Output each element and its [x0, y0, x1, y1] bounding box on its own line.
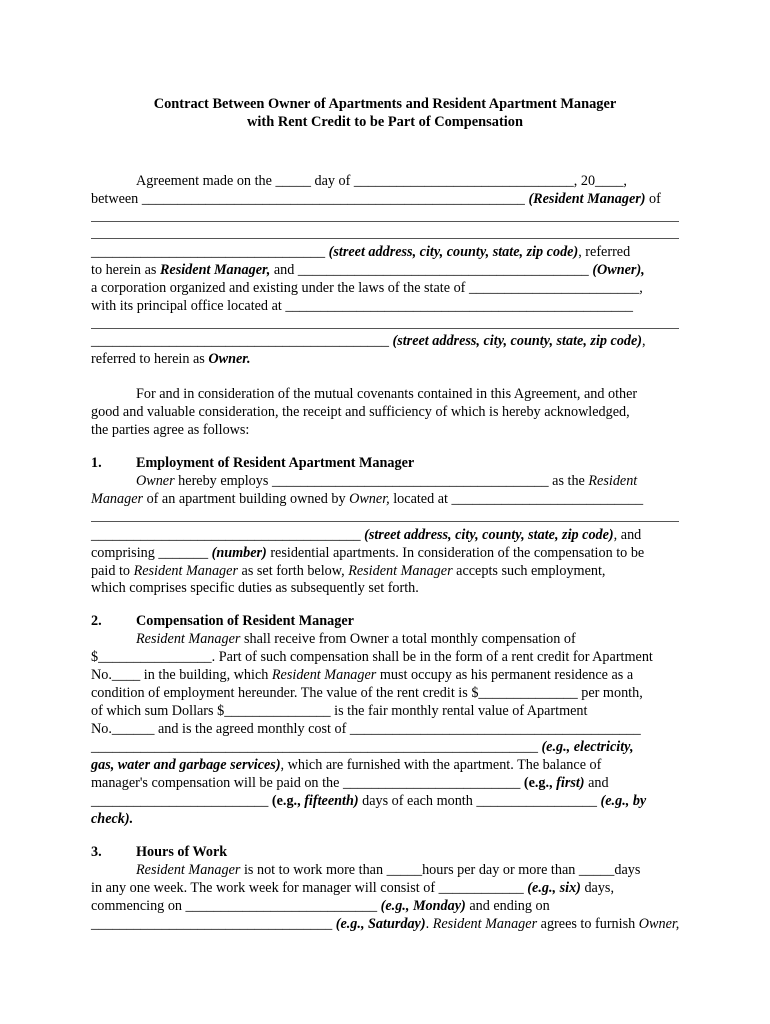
document-title-line-1: Contract Between Owner of Apartments and Resident Apartment Manager	[153, 96, 617, 112]
intro-line-1: Agreement made on the _____ day of _______________________________, 20____,	[136, 173, 627, 189]
section-1-line-2: Manager of an apartment building owned by Owner, located at ___________________________	[91, 491, 644, 507]
section-3-line-1: Resident Manager is not to work more than _____hours per day or more than _____days	[136, 862, 641, 878]
intro-line-6: a corporation organized and existing under the laws of the state of ________________________,	[91, 280, 643, 296]
blank-line	[91, 328, 679, 329]
section-1-line-6: paid to Resident Manager as set forth below, Resident Manager accepts such employment,	[91, 563, 606, 579]
intro-line-5: to herein as Resident Manager, and _________________________________________ (Owner),	[91, 262, 645, 278]
section-2-line-2: $________________. Part of such compensation shall be in the form of a rent credit for Apartment	[91, 649, 653, 665]
section-2-line-4: condition of employment hereunder. The value of the rent credit is $______________ per month,	[91, 685, 643, 701]
document-title-line-2: with Rent Credit to be Part of Compensation	[247, 114, 523, 130]
section-2-line-8: gas, water and garbage services), which are furnished with the apartment. The balance of	[91, 757, 602, 773]
intro-line-7: with its principal office located at _________________________________________________	[91, 298, 633, 314]
section-1-line-7: which comprises specific duties as subsequently set forth.	[91, 580, 419, 596]
section-1-line-4: ______________________________________ (street address, city, county, state, zip code), and	[91, 527, 642, 543]
intro-line-4: _________________________________ (street address, city, county, state, zip code), referred	[91, 244, 631, 260]
section-2-line-6: No.______ and is the agreed monthly cost of _________________________________________	[91, 721, 641, 737]
consideration-line-1: For and in consideration of the mutual covenants contained in this Agreement, and other	[136, 386, 638, 402]
section-2-line-5: of which sum Dollars $_______________ is the fair monthly rental value of Apartment	[91, 703, 588, 719]
section-3-line-3: commencing on ___________________________ (e.g., Monday) and ending on	[91, 898, 550, 914]
section-2-line-3: No.____ in the building, which Resident Manager must occupy as his permanent residence as a	[91, 667, 634, 683]
intro-line-10: referred to herein as Owner.	[91, 351, 251, 367]
intro-line-9: __________________________________________ (street address, city, county, state, zip code),	[91, 333, 646, 349]
section-2-line-7: _______________________________________________________________ (e.g., electricity,	[91, 739, 634, 755]
blank-line	[91, 521, 679, 522]
blank-line	[91, 221, 679, 222]
blank-line	[91, 238, 679, 239]
section-3-line-4: __________________________________ (e.g., Saturday). Resident Manager agrees to furnish Owner,	[91, 916, 680, 932]
section-2-line-10: _________________________ (e.g., fifteenth) days of each month _________________ (e.g., by	[91, 793, 647, 809]
section-2-line-9: manager's compensation will be paid on the _________________________ (e.g., first) and	[91, 775, 609, 791]
consideration-line-2: good and valuable consideration, the receipt and sufficiency of which is hereby acknowledged,	[91, 404, 630, 420]
section-3-line-2: in any one week. The work week for manager will consist of ____________ (e.g., six) days,	[91, 880, 614, 896]
consideration-line-3: the parties agree as follows:	[91, 422, 250, 438]
section-2-number: 2.	[91, 613, 102, 629]
intro-line-2: between ______________________________________________________ (Resident Manager) of	[91, 191, 661, 207]
section-1-number: 1.	[91, 455, 102, 471]
section-2-line-1: Resident Manager shall receive from Owner a total monthly compensation of	[136, 631, 576, 647]
section-2-heading: Compensation of Resident Manager	[136, 613, 354, 629]
section-1-heading: Employment of Resident Apartment Manager	[136, 455, 415, 471]
section-2-line-11: check).	[91, 811, 134, 827]
section-3-heading: Hours of Work	[136, 844, 228, 860]
section-1-line-1: Owner hereby employs _______________________________________ as the Resident	[136, 473, 638, 489]
section-3-number: 3.	[91, 844, 102, 860]
section-1-line-5: comprising _______ (number) residential apartments. In consideration of the compensation to be	[91, 545, 645, 561]
